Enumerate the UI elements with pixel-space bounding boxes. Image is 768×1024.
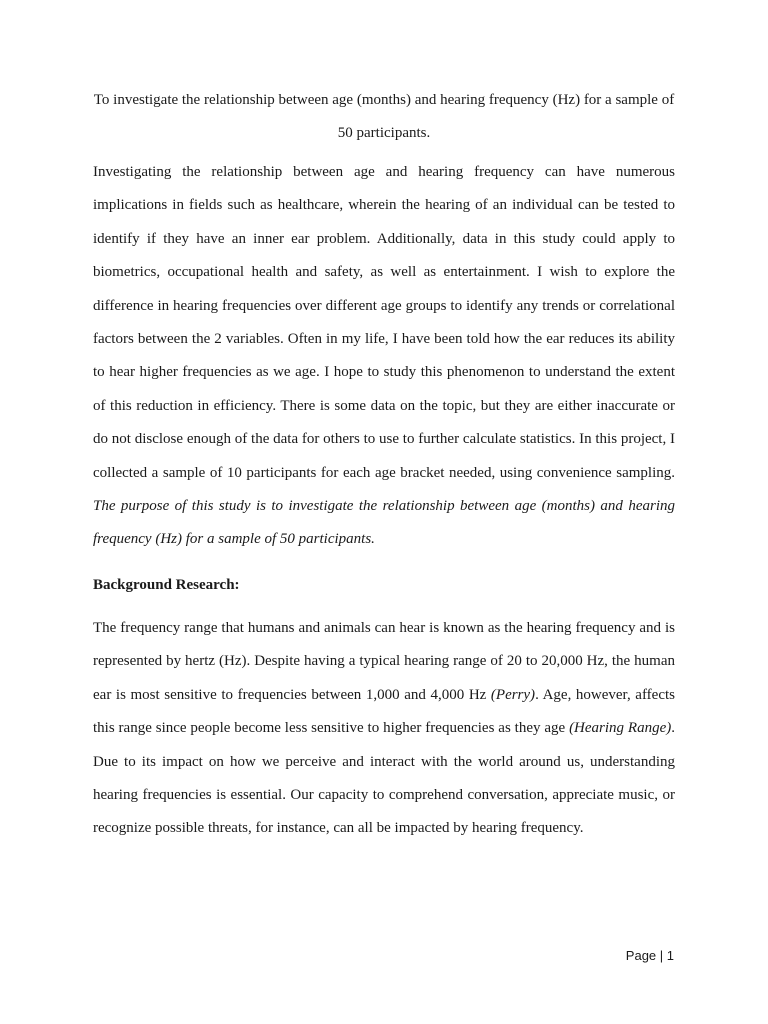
intro-text: Investigating the relationship between age and hearing frequency can have numerous implications in fields such as healthcare, wherein the hearing of an individual can be tested to identify if they have an inner ear problem. Additionally, data in this study could apply to biometrics, occupational health and safety, as well as entertainment. I wish to explore the difference in hearing frequencies over different age groups to identify any trends or correlational factors between the 2 variables. Often in my life, I have been told how the ear reduces its ability to hear higher frequencies as we age. I hope to study this phenomenon to understand the extent of this reduction in efficiency. There is some data on the topic, but they are either inaccurate or do not disclose enough of the data for others to use to further calculate statistics. In this project, I collected a sample of 10 participants for each age bracket needed, using convenience sampling. [93,164,675,481]
page-number: Page | 1 [625,948,674,963]
background-heading: Background Research: [93,577,240,593]
citation-perry: (Perry) [490,686,536,703]
background-paragraph [93,612,675,846]
document-title: To investigate the relationship between age (months) and hearing frequency (Hz) for a sample of 50 participants. [93,92,675,141]
background-text-1: The frequency range that humans and animals can hear is known as the hearing frequency and is represented by hertz (Hz). Despite having a typical hearing range of 20 to 20,000 Hz, the human ear is most sensitive to frequencies between 1,000 and 4,000 Hz [93,620,675,703]
purpose-statement: The purpose of this study is to investigate the relationship between age (months) and hearing frequency (Hz) for a sample of 50 participants. [93,498,675,548]
background-text-2: . Age, however, affects this range since people become less sensitive to higher frequencies as they age [93,686,675,737]
background-text-3: . Due to its impact on how we perceive and interact with the world around us, understanding hearing frequencies is essential. Our capacity to comprehend conversation, appreciate music, or recognize possible threats, for instance, can all be impacted by hearing frequency. [93,720,675,837]
citation-hearing-range: (Hearing Range) [569,720,672,737]
intro-paragraph [93,156,675,557]
